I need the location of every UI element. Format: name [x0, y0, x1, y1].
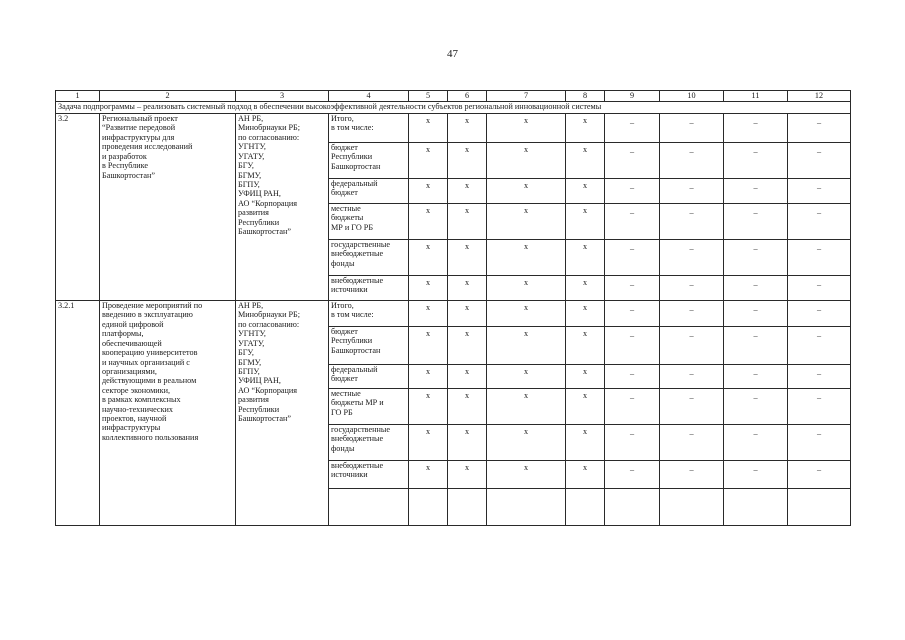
value-cell	[487, 204, 566, 240]
value-cell	[487, 276, 566, 301]
dash-mark: –	[816, 429, 822, 438]
value-cell	[724, 425, 788, 461]
value-cell	[487, 389, 566, 425]
value-cell	[566, 327, 605, 365]
x-mark: х	[425, 116, 431, 125]
value-cell	[605, 240, 660, 276]
funding-source: внебюджетные источники	[329, 276, 409, 301]
value-cell	[605, 365, 660, 389]
dash-mark: –	[816, 305, 822, 314]
x-mark: х	[523, 427, 529, 436]
value-cell	[448, 204, 487, 240]
dash-mark: –	[753, 465, 758, 474]
value-cell	[660, 276, 724, 301]
x-mark: х	[523, 329, 529, 338]
dash-mark: –	[753, 331, 758, 340]
value-cell	[788, 276, 851, 301]
dash-mark: –	[816, 208, 822, 217]
x-mark: х	[464, 278, 470, 287]
dash-mark: –	[689, 331, 694, 340]
x-mark: х	[582, 463, 588, 472]
x-mark: х	[582, 206, 588, 215]
dash-mark: –	[753, 305, 758, 314]
value-cell	[487, 327, 566, 365]
value-cell	[487, 179, 566, 204]
dash-mark: –	[689, 305, 694, 314]
value-cell	[448, 276, 487, 301]
x-mark: х	[464, 427, 470, 436]
value-cell	[660, 365, 724, 389]
x-mark: х	[582, 116, 588, 125]
value-cell	[566, 240, 605, 276]
value-cell	[660, 240, 724, 276]
table-row	[56, 301, 851, 327]
empty-cell	[660, 489, 724, 526]
dash-mark: –	[753, 393, 758, 402]
value-cell	[566, 365, 605, 389]
funding-source: Итого, в том числе:	[329, 114, 409, 143]
item-number: 3.2	[56, 114, 100, 301]
value-cell	[724, 240, 788, 276]
value-cell	[788, 365, 851, 389]
x-mark: х	[425, 329, 431, 338]
x-mark: х	[425, 206, 431, 215]
dash-mark: –	[629, 393, 635, 402]
x-mark: х	[523, 116, 529, 125]
item-number: 3.2.1	[56, 301, 100, 526]
table-row	[56, 114, 851, 143]
col-header: 9	[605, 91, 660, 102]
value-cell	[605, 114, 660, 143]
dash-mark: –	[753, 429, 758, 438]
value-cell	[788, 425, 851, 461]
dash-mark: –	[753, 183, 758, 192]
value-cell	[448, 327, 487, 365]
dash-mark: –	[689, 183, 694, 192]
value-cell	[409, 240, 448, 276]
value-cell	[409, 179, 448, 204]
x-mark: х	[425, 427, 431, 436]
x-mark: х	[464, 391, 470, 400]
value-cell	[605, 301, 660, 327]
value-cell	[448, 114, 487, 143]
empty-cell	[788, 489, 851, 526]
value-cell	[660, 143, 724, 179]
value-cell	[605, 276, 660, 301]
x-mark: х	[523, 367, 529, 376]
dash-mark: –	[816, 183, 822, 192]
x-mark: х	[425, 463, 431, 472]
x-mark: х	[464, 463, 470, 472]
value-cell	[487, 143, 566, 179]
value-cell	[724, 143, 788, 179]
value-cell	[788, 327, 851, 365]
value-cell	[605, 425, 660, 461]
value-cell	[660, 389, 724, 425]
value-cell	[605, 204, 660, 240]
value-cell	[724, 179, 788, 204]
x-mark: х	[464, 303, 470, 312]
x-mark: х	[523, 242, 529, 251]
funding-source: федеральный бюджет	[329, 179, 409, 204]
item-executors: АН РБ, Минобрнауки РБ; по согласованию: УГНТУ, УГАТУ, БГУ, БГМУ, БГПУ, УФИЦ РАН, АО “Корпорация развития Республики Башкортостан”	[236, 301, 329, 526]
dash-mark: –	[816, 369, 822, 378]
dash-mark: –	[629, 305, 635, 314]
value-cell	[724, 204, 788, 240]
value-cell	[724, 389, 788, 425]
x-mark: х	[425, 278, 431, 287]
x-mark: х	[523, 463, 529, 472]
x-mark: х	[523, 303, 529, 312]
dash-mark: –	[689, 244, 694, 253]
dash-mark: –	[629, 147, 635, 156]
value-cell	[660, 327, 724, 365]
col-header: 2	[100, 91, 236, 102]
value-cell	[724, 365, 788, 389]
dash-mark: –	[689, 369, 694, 378]
value-cell	[724, 276, 788, 301]
dash-mark: –	[629, 465, 635, 474]
value-cell	[660, 461, 724, 489]
funding-source: федеральный бюджет	[329, 365, 409, 389]
dash-mark: –	[629, 183, 635, 192]
x-mark: х	[464, 329, 470, 338]
value-cell	[566, 276, 605, 301]
value-cell	[660, 179, 724, 204]
value-cell	[409, 276, 448, 301]
dash-mark: –	[689, 208, 694, 217]
col-header: 10	[660, 91, 724, 102]
task-title: Задача подпрограммы – реализовать системный подход в обеспечении высокоэффективной деятельности субъектов региональной инновационной системы	[56, 102, 851, 114]
x-mark: х	[582, 242, 588, 251]
value-cell	[660, 114, 724, 143]
value-cell	[566, 301, 605, 327]
value-cell	[409, 461, 448, 489]
funding-source: бюджет Республики Башкортостан	[329, 143, 409, 179]
dash-mark: –	[753, 369, 758, 378]
value-cell	[605, 327, 660, 365]
col-header: 4	[329, 91, 409, 102]
task-row	[56, 102, 851, 114]
value-cell	[605, 461, 660, 489]
value-cell	[487, 365, 566, 389]
x-mark: х	[425, 391, 431, 400]
value-cell	[566, 204, 605, 240]
value-cell	[409, 365, 448, 389]
col-header: 8	[566, 91, 605, 102]
dash-mark: –	[689, 393, 694, 402]
dash-mark: –	[753, 147, 758, 156]
page-number: 47	[447, 48, 458, 60]
value-cell	[788, 301, 851, 327]
x-mark: х	[523, 181, 529, 190]
x-mark: х	[425, 303, 431, 312]
x-mark: х	[582, 391, 588, 400]
value-cell	[566, 389, 605, 425]
x-mark: х	[425, 367, 431, 376]
dash-mark: –	[629, 429, 635, 438]
empty-cell	[487, 489, 566, 526]
budget-table	[55, 90, 851, 526]
dash-mark: –	[753, 118, 758, 127]
x-mark: х	[582, 278, 588, 287]
dash-mark: –	[629, 331, 635, 340]
col-header: 11	[724, 91, 788, 102]
funding-source: Итого, в том числе:	[329, 301, 409, 327]
col-header: 5	[409, 91, 448, 102]
value-cell	[724, 114, 788, 143]
value-cell	[409, 425, 448, 461]
dash-mark: –	[753, 244, 758, 253]
value-cell	[660, 425, 724, 461]
value-cell	[448, 179, 487, 204]
x-mark: х	[464, 116, 470, 125]
empty-cell	[566, 489, 605, 526]
value-cell	[566, 143, 605, 179]
value-cell	[788, 389, 851, 425]
x-mark: х	[582, 427, 588, 436]
dash-mark: –	[689, 429, 694, 438]
value-cell	[409, 143, 448, 179]
x-mark: х	[582, 303, 588, 312]
dash-mark: –	[816, 118, 822, 127]
x-mark: х	[582, 329, 588, 338]
funding-source: государственные внебюджетные фонды	[329, 240, 409, 276]
col-header: 6	[448, 91, 487, 102]
dash-mark: –	[689, 147, 694, 156]
program-blocks	[56, 114, 851, 526]
dash-mark: –	[689, 465, 694, 474]
x-mark: х	[464, 242, 470, 251]
dash-mark: –	[816, 393, 822, 402]
dash-mark: –	[816, 280, 822, 289]
value-cell	[788, 143, 851, 179]
x-mark: х	[425, 181, 431, 190]
col-header: 12	[788, 91, 851, 102]
dash-mark: –	[629, 244, 635, 253]
dash-mark: –	[689, 280, 694, 289]
value-cell	[487, 114, 566, 143]
header-row	[56, 91, 851, 102]
value-cell	[788, 461, 851, 489]
col-header: 7	[487, 91, 566, 102]
dash-mark: –	[629, 369, 635, 378]
value-cell	[660, 204, 724, 240]
x-mark: х	[425, 145, 431, 154]
value-cell	[487, 461, 566, 489]
empty-cell	[605, 489, 660, 526]
value-cell	[448, 365, 487, 389]
value-cell	[724, 301, 788, 327]
value-cell	[487, 425, 566, 461]
value-cell	[605, 389, 660, 425]
x-mark: х	[425, 242, 431, 251]
value-cell	[409, 389, 448, 425]
value-cell	[724, 327, 788, 365]
dash-mark: –	[816, 244, 822, 253]
x-mark: х	[582, 367, 588, 376]
value-cell	[448, 143, 487, 179]
x-mark: х	[582, 181, 588, 190]
value-cell	[788, 204, 851, 240]
value-cell	[566, 114, 605, 143]
x-mark: х	[523, 206, 529, 215]
col-header: 3	[236, 91, 329, 102]
value-cell	[409, 114, 448, 143]
value-cell	[566, 461, 605, 489]
x-mark: х	[523, 145, 529, 154]
empty-cell	[724, 489, 788, 526]
funding-source: местные бюджеты МР и ГО РБ	[329, 389, 409, 425]
x-mark: х	[523, 391, 529, 400]
value-cell	[409, 204, 448, 240]
value-cell	[487, 301, 566, 327]
x-mark: х	[523, 278, 529, 287]
value-cell	[448, 389, 487, 425]
x-mark: х	[464, 145, 470, 154]
x-mark: х	[464, 367, 470, 376]
empty-cell	[448, 489, 487, 526]
dash-mark: –	[816, 331, 822, 340]
value-cell	[409, 327, 448, 365]
value-cell	[448, 301, 487, 327]
value-cell	[409, 301, 448, 327]
empty-cell	[409, 489, 448, 526]
value-cell	[605, 179, 660, 204]
dash-mark: –	[629, 208, 635, 217]
item-executors: АН РБ, Минобрнауки РБ; по согласованию: УГНТУ, УГАТУ, БГУ, БГМУ, БГПУ, УФИЦ РАН, АО “Корпорация развития Республики Башкортостан”	[236, 114, 329, 301]
value-cell	[448, 461, 487, 489]
funding-source: государственные внебюджетные фонды	[329, 425, 409, 461]
funding-source: бюджет Республики Башкортостан	[329, 327, 409, 365]
value-cell	[788, 179, 851, 204]
x-mark: х	[464, 206, 470, 215]
item-title: Региональный проект “Развитие передовой инфраструктуры для проведения исследований и разработок в Республике Башкортостан”	[100, 114, 236, 301]
value-cell	[724, 461, 788, 489]
dash-mark: –	[689, 118, 694, 127]
value-cell	[605, 143, 660, 179]
dash-mark: –	[816, 147, 822, 156]
value-cell	[660, 301, 724, 327]
item-title: Проведение мероприятий по введению в эксплуатацию единой цифровой платформы, обеспечивающей кооперацию университетов и научных организаций с организациями, действующими в реальном секторе экономики, в рамках комплексных научно-технических проектов, научной инфраструктуры коллективного пользования	[100, 301, 236, 526]
dash-mark: –	[629, 118, 635, 127]
dash-mark: –	[629, 280, 635, 289]
value-cell	[448, 240, 487, 276]
funding-source: внебюджетные источники	[329, 461, 409, 489]
dash-mark: –	[753, 280, 758, 289]
value-cell	[566, 179, 605, 204]
x-mark: х	[464, 181, 470, 190]
value-cell	[788, 114, 851, 143]
dash-mark: –	[816, 465, 822, 474]
value-cell	[487, 240, 566, 276]
empty-cell	[329, 489, 409, 526]
funding-source: местные бюджеты МР и ГО РБ	[329, 204, 409, 240]
dash-mark: –	[753, 208, 758, 217]
value-cell	[448, 425, 487, 461]
x-mark: х	[582, 145, 588, 154]
value-cell	[566, 425, 605, 461]
col-header: 1	[56, 91, 100, 102]
value-cell	[788, 240, 851, 276]
